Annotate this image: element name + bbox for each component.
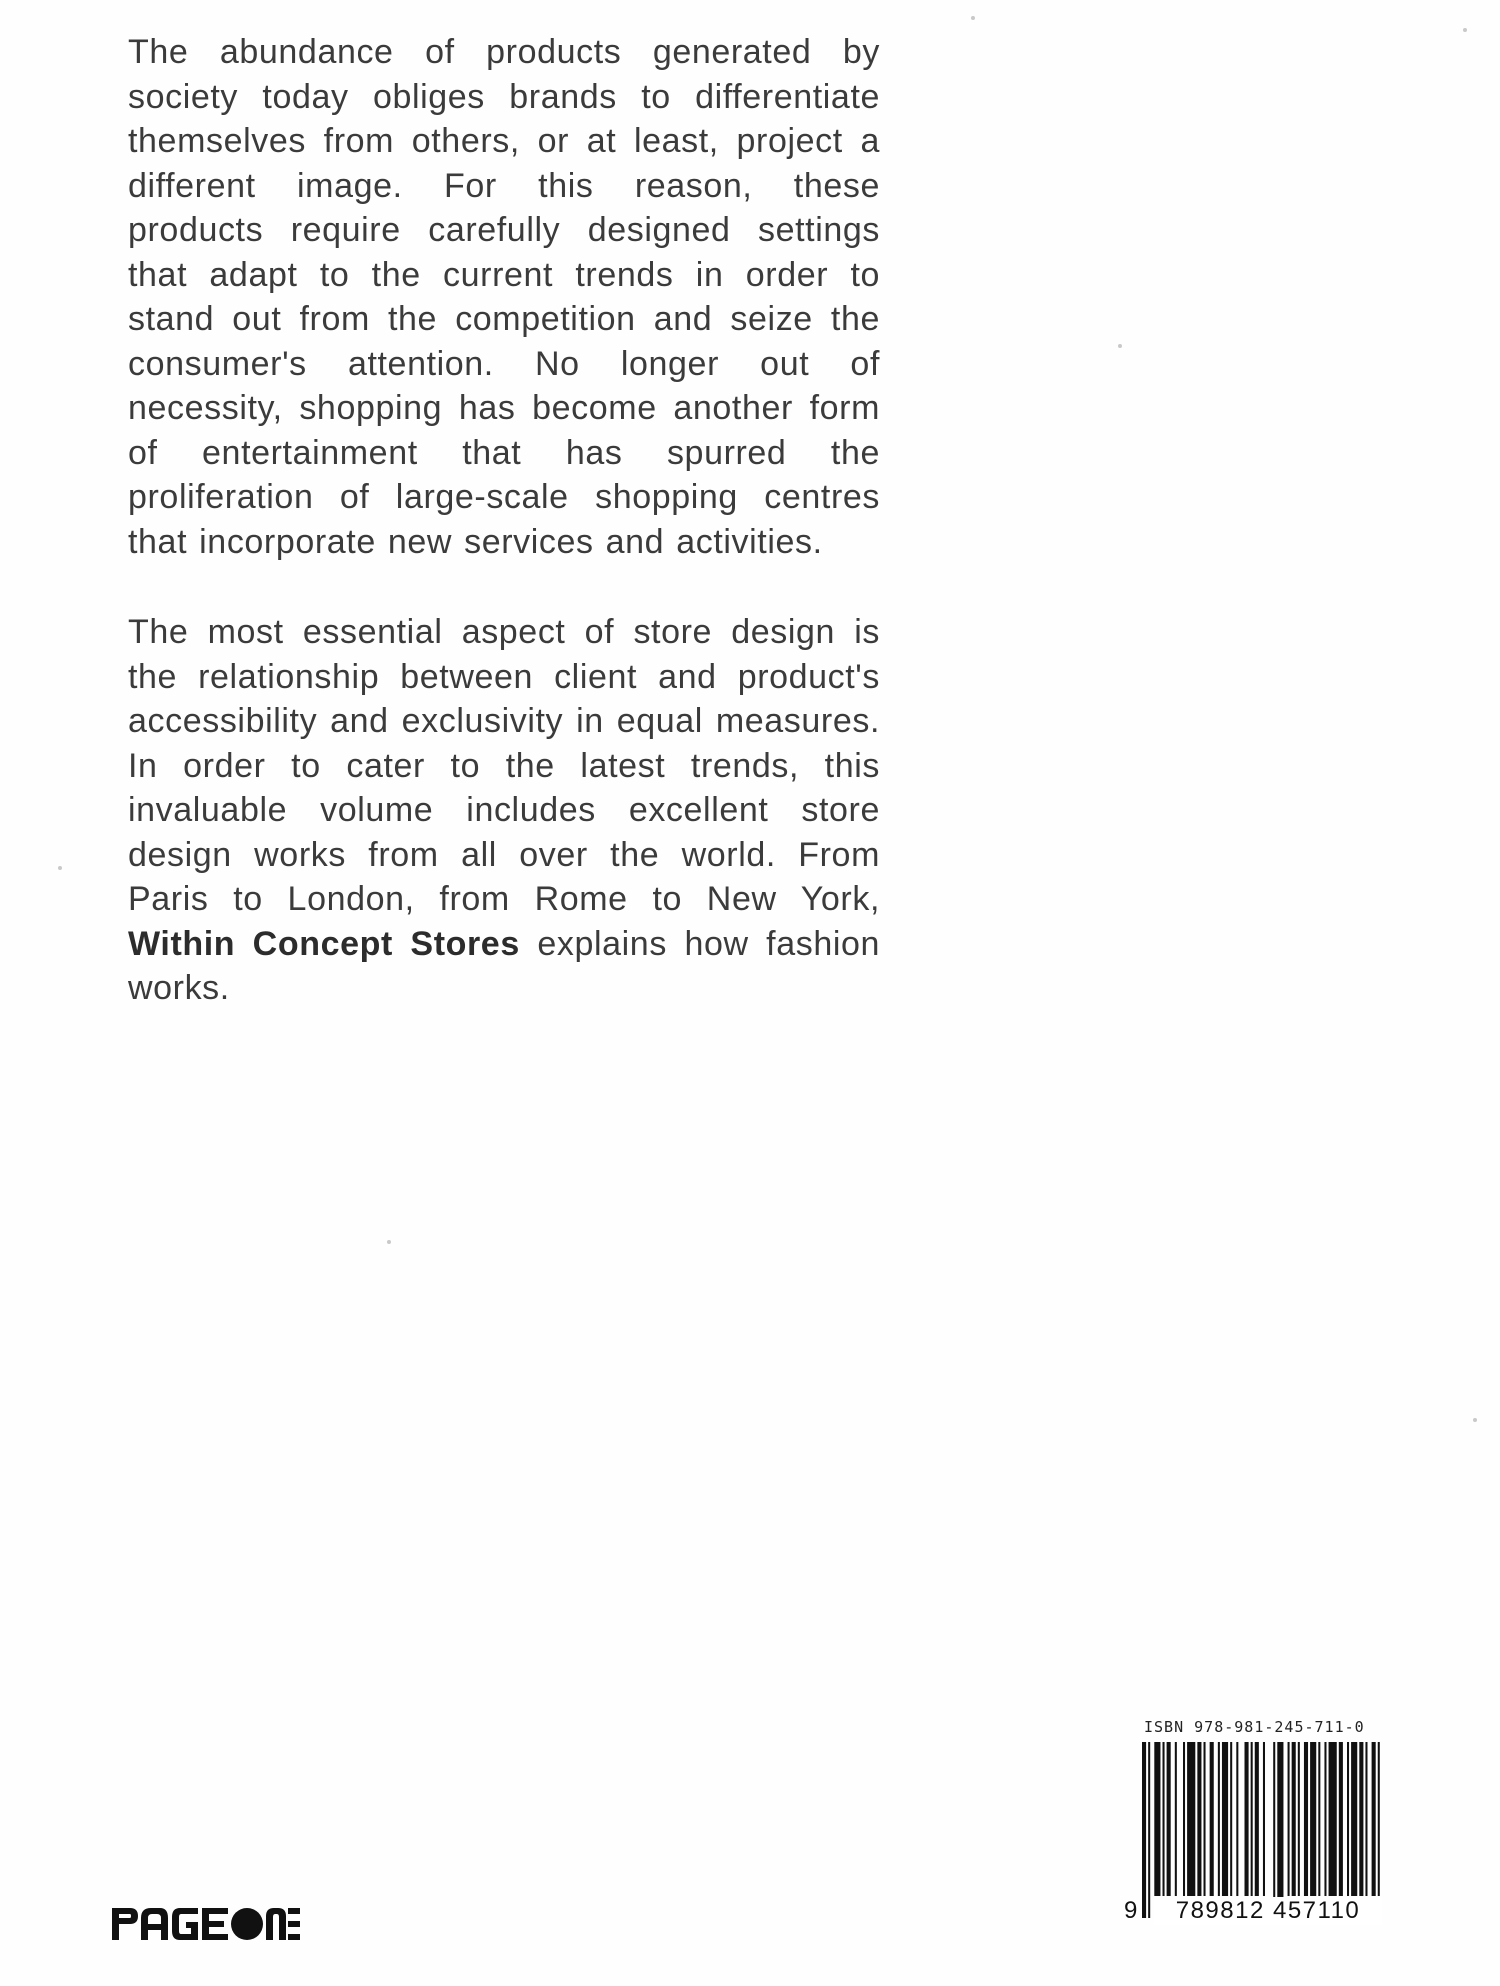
barcode-bar	[1210, 1742, 1214, 1896]
barcode-bar	[1236, 1742, 1238, 1896]
barcode-bar	[1277, 1742, 1283, 1918]
barcode-bar	[1255, 1742, 1259, 1896]
barcode-bar	[1378, 1742, 1380, 1896]
barcode-bar	[1175, 1742, 1177, 1896]
barcode-bar	[1372, 1742, 1376, 1896]
page-one-logo-icon	[110, 1904, 300, 1944]
barcode-bar	[1318, 1742, 1320, 1896]
barcode-digits: 789812 457110	[1154, 1897, 1382, 1925]
barcode-bar	[1251, 1742, 1253, 1896]
blurb-paragraph-1: The abundance of products generated by society today obliges brands to differentiate themselves from others, or at least, project a different image. For this reason, these products require carefully designed settings that adapt to the current trends in order to stand out from the competition and seize the consumer's attention. No longer out of necessity, shopping has become another form of entertainment that has spurred the proliferation of large-scale shopping centres that incorporate new services and activities.	[128, 33, 880, 561]
barcode-bar	[1197, 1742, 1201, 1896]
blurb-paragraph-2-start: The most essential aspect of store design is the relationship between client and product's accessibility and exclusivity in equal measures. In order to cater to the latest trends, this invaluable volume includes excellent store design works from all over the world. From Paris to London, from Rome to New York,	[128, 613, 880, 918]
barcode-bar	[1298, 1742, 1300, 1896]
barcode-bar	[1142, 1742, 1146, 1918]
barcode-bar	[1167, 1742, 1171, 1896]
scan-speck	[58, 866, 62, 870]
barcode-bar	[1351, 1742, 1357, 1896]
barcode-bar	[1273, 1742, 1275, 1918]
barcode-bar	[1148, 1742, 1150, 1918]
barcode-bar	[1218, 1742, 1220, 1896]
scan-speck	[387, 1240, 391, 1244]
barcode-bar	[1310, 1742, 1316, 1896]
blurb-paragraph-2	[128, 610, 880, 1011]
scan-speck	[1463, 28, 1467, 32]
scan-speck	[971, 16, 975, 20]
barcode-bar	[1329, 1742, 1337, 1896]
barcode-bar	[1359, 1742, 1363, 1896]
barcode-first-digit: 9	[1124, 1897, 1138, 1924]
barcode-bar	[1183, 1742, 1185, 1896]
barcode-bar	[1292, 1742, 1296, 1896]
book-title: Within Concept Stores	[128, 924, 520, 963]
isbn-barcode	[1140, 1742, 1384, 1918]
blurb-text	[128, 30, 880, 1057]
scan-speck	[1118, 344, 1122, 348]
barcode-bar	[1245, 1742, 1249, 1896]
scan-speck	[1473, 1418, 1477, 1422]
blurb-paragraph-2-end: explains how fashion works.	[128, 924, 880, 1007]
barcode-bars	[1140, 1742, 1384, 1918]
barcode-bar	[1339, 1742, 1343, 1896]
barcode-bar	[1154, 1742, 1160, 1896]
barcode-bar	[1230, 1742, 1232, 1896]
barcode-bar	[1347, 1742, 1349, 1896]
barcode-bar	[1365, 1742, 1367, 1896]
barcode-bar	[1222, 1742, 1228, 1896]
barcode-bar	[1187, 1742, 1195, 1896]
publisher-logo	[110, 1904, 300, 1951]
barcode-bar	[1324, 1742, 1326, 1896]
barcode-bar	[1204, 1742, 1206, 1896]
barcode-bar	[1163, 1742, 1165, 1896]
barcode-bar	[1288, 1742, 1290, 1896]
isbn-label: ISBN 978-981-245-711-0	[1144, 1718, 1365, 1736]
barcode-bar	[1263, 1742, 1265, 1896]
barcode-bar	[1304, 1742, 1308, 1896]
